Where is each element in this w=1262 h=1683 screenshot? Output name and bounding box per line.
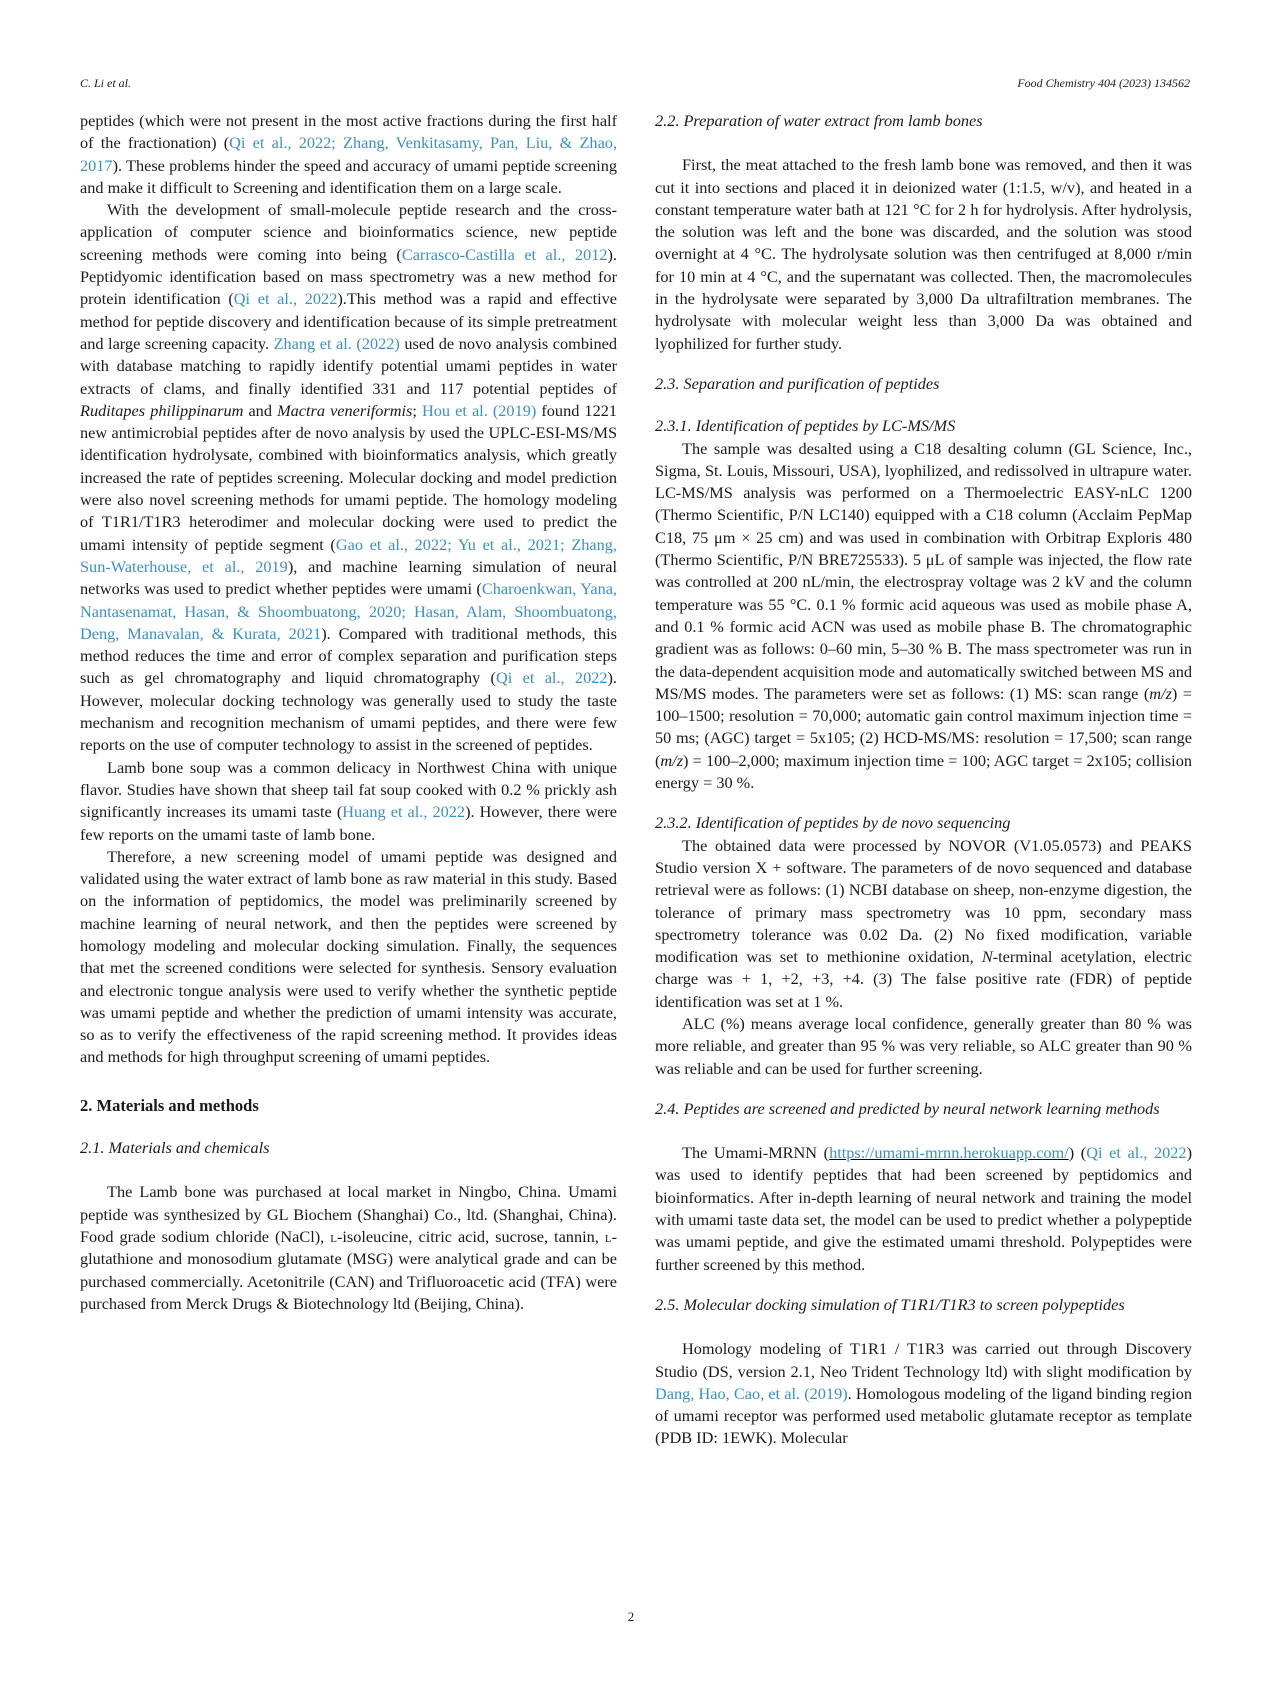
citation-link[interactable]: Qi et al., 2022; Zhang, Venkitasamy, Pan, Liu, & Zhao, 2017 — [80, 133, 618, 175]
citation-link[interactable]: Dang, Hao, Cao, et al. (2019) — [655, 1383, 848, 1403]
paragraph-lcms: The sample was desalted using a C18 desalting column (GL Science, Inc., Sigma, St. Louis, Missouri, USA), lyophilized, and redissolved in ultrapure water. LC-MS/MS analysis was performed on a Thermoelectric EASY-nLC 1200 (Thermo Scientific, P/N LC140) equipped with a C18 column (Acclaim PepMap C18, 75 μm × 25 cm) and was used in combination with Orbitrap Exploris 480 (Thermo Scientific, P/N BRE725533). 5 μL of sample was injected, the flow rate was controlled at 200 nL/min, the electrospray voltage was 2 kV and the column temperature was 55 °C. 0.1 % formic acid aqueous was used as mobile phase A, and 0.1 % formic acid ACN was used as mobile phase B. The chromatographic gradient was as follows: 0–60 min, 5–30 % B. The mass spectrometer was run in the data-dependent acquisition mode and automatically switched between MS and MS/MS modes. The parameters were set as follows: (1) MS: scan range (m/z) = 100–1500; resolution = 70,000; automatic gain control maximum injection time = 50 ms; (AGC) target = 5x105; (2) HCD-MS/MS: resolution = 17,500; scan range (m/z) = 100–2,000; maximum injection time = 100; AGC target = 2x105; collision energy = 30 %. — [655, 438, 1192, 793]
subsection-heading-2-5: 2.5. Molecular docking simulation of T1R1/T1R3 to screen polypeptides — [655, 1294, 1125, 1314]
paragraph-materials: The Lamb bone was purchased at local market in Ningbo, China. Umami peptide was synthesized by GL Biochem (Shanghai) Co., ltd. (Shanghai, China). Food grade sodium chloride (NaCl), l-isoleucine, citric acid, sucrose, tannin, l-glutathione and monosodium glutamate (MSG) were analytical grade and can be purchased commercially. Acetonitrile (CAN) and Trifluoroacetic acid (TFA) were purchased from Merck Drugs & Biotechnology ltd (Beijing, China). — [80, 1182, 617, 1313]
paragraph-de-novo: The obtained data were processed by NOVOR (V1.05.0573) and PEAKS Studio version X + software. The parameters of de novo sequenced and database retrieval were as follows: (1) NCBI database on sheep, non-enzyme digestion, the tolerance of primary mass spectrometry was 10 ppm, secondary mass spectrometry tolerance was 0.02 Da. (2) No fixed modification, variable modification was set to methionine oxidation, N-terminal acetylation, electric charge was + 1, +2, +3, +4. (3) The false positive rate (FDR) of peptide identification was set at 1 %. — [655, 835, 1192, 1011]
left-column — [80, 110, 617, 1315]
subsection-heading-2-3-2: 2.3.2. Identification of peptides by de novo sequencing — [655, 813, 1011, 833]
citation-link[interactable]: Carrasco-Castilla et al., 2012 — [401, 244, 608, 264]
running-head-journal: Food Chemistry 404 (2023) 134562 — [1017, 76, 1190, 90]
paragraph-docking: Homology modeling of T1R1 / T1R3 was carried out through Discovery Studio (DS, version 2.1, Neo Trident Technology ltd) with slight modification by Dang, Hao, Cao, et al. (2019). Homologous modeling of the ligand binding region of umami receptor was performed used metabolic glutamate receptor as template (PDB ID: 1EWK). Molecular — [655, 1339, 1192, 1448]
page-number: 2 — [627, 1609, 635, 1624]
running-head-author: C. Li et al. — [80, 76, 132, 90]
paragraph-intro-2: With the development of small-molecule peptide research and the cross-application of computer science and bioinformatics science, new peptide screening methods were coming into being (Carrasco-Castilla et al., 2012). Peptidyomic identification based on mass spectrometry was a new method for protein identification (Qi et al., 2022).This method was a rapid and effective method for peptide discovery and identification because of its simple pretreatment and large screening capacity. Zhang et al. (2022) used de novo analysis combined with database matching to rapidly identify potential umami peptides in water extracts of clams, and finally identified 331 and 117 potential peptides of Ruditapes philippinarum and Mactra veneriformis; Hou et al. (2019) found 1221 new antimicrobial peptides after de novo analysis by used the UPLC-ESI-MS/MS identification hydrolysate, combined with bioinformatics analysis, which greatly increased the rate of peptides screening. Molecular docking and model prediction were also novel screening methods for umami peptide. The homology modeling of T1R1/T1R3 heterodimer and molecular docking were used to predict the umami intensity of peptide segment (Gao et al., 2022; Yu et al., 2021; Zhang, Sun-Waterhouse, et al., 2019), and machine learning simulation of neural networks was used to predict whether peptides were umami (Charoenkwan, Yana, Nantasenamat, Hasan, & Shoombuatong, 2020; Hasan, Alam, Shoombuatong, Deng, Manavalan, & Kurata, 2021). Compared with traditional methods, this method reduces the time and error of complex separation and purification steps such as gel chromatography and liquid chromatography (Qi et al., 2022). However, molecular docking technology was generally used to study the taste mechanism and recognition mechanism of umami peptides, and there were few reports on the use of computer technology to assist in the screened of peptides. — [80, 200, 618, 755]
paragraph-alc: ALC (%) means average local confidence, generally greater than 80 % was more reliable, and greater than 95 % was very reliable, so ALC greater than 90 % was reliable and can be used for further screening. — [655, 1013, 1192, 1078]
umami-mrnn-url-link[interactable]: https://umami-mrnn.herokuapp.com/ — [829, 1143, 1069, 1163]
paragraph-umami-mrnn: The Umami-MRNN (https://umami-mrnn.herokuapp.com/) (Qi et al., 2022) was used to identify peptides that had been screened by peptidomics and bioinformatics. After in-depth learning of neural network and training the model with umami taste data set, the model can be used to predict whether a polypeptide was umami peptide, and give the estimated umami threshold. Polypeptides were further screened by this method. — [655, 1143, 1192, 1274]
citation-link[interactable]: Qi et al., 2022 — [1086, 1143, 1187, 1163]
subsection-heading-2-3: 2.3. Separation and purification of peptides — [655, 373, 940, 393]
right-column — [655, 110, 1192, 1450]
citation-link[interactable]: Qi et al., 2022 — [495, 668, 608, 688]
subsection-heading-2-2: 2.2. Preparation of water extract from lamb bones — [655, 111, 983, 130]
subsection-heading-2-1: 2.1. Materials and chemicals — [80, 1138, 270, 1158]
paragraph-intro-3: Lamb bone soup was a common delicacy in Northwest China with unique flavor. Studies have shown that sheep tail fat soup cooked with 0.2 % prickly ash significantly increases its umami taste (Huang et al., 2022). However, there were few reports on the umami taste of lamb bone. — [80, 757, 618, 844]
citation-link[interactable]: Gao et al., 2022; Yu et al., 2021; Zhang, Sun-Waterhouse, et al., 2019 — [80, 534, 618, 576]
subsection-heading-2-4: 2.4. Peptides are screened and predicted by neural network learning methods — [655, 1098, 1160, 1118]
citation-link[interactable]: Zhang et al. (2022) — [273, 333, 400, 353]
paragraph-water-extract: First, the meat attached to the fresh lamb bone was removed, and then it was cut it into sections and placed it in deionized water (1:1.5, w/v), and heated in a constant temperature water bath at 121 °C for 2 h for hydrolysis. After hydrolysis, the solution was left and the bone was discarded, and the solution was stood overnight at 4 °C. The hydrolysate solution was then centrifuged at 8,000 r/min for 10 min at 4 °C, and the supernatant was collected. Then, the macromolecules in the hydrolysate were separated by 3,000 Da ultrafiltration membranes. The hydrolysate with molecular weight less than 3,000 Da was obtained and lyophilized for further study. — [655, 155, 1192, 353]
subsection-heading-2-3-1: 2.3.1. Identification of peptides by LC-MS/MS — [655, 416, 956, 436]
paragraph-intro-1: peptides (which were not present in the most active fractions during the first half of the fractionation) (Qi et al., 2022; Zhang, Venkitasamy, Pan, Liu, & Zhao, 2017). These problems hinder the speed and accuracy of umami peptide screening and make it difficult to Screening and identification them on a large scale. — [80, 111, 618, 197]
citation-link[interactable]: Huang et al., 2022 — [342, 802, 466, 822]
citation-link[interactable]: Hou et al. (2019) — [422, 400, 537, 420]
section-heading-materials-methods: 2. Materials and methods — [80, 1095, 259, 1115]
citation-link[interactable]: Charoenkwan, Yana, Nantasenamat, Hasan, & Shoombuatong, 2020; Hasan, Alam, Shoombuatong, Deng, Manavalan, & Kurata, 2021 — [80, 579, 618, 643]
citation-link[interactable]: Qi et al., 2022 — [233, 289, 338, 309]
paragraph-intro-4: Therefore, a new screening model of umami peptide was designed and validated using the water extract of lamb bone as raw material in this study. Based on the information of peptidomics, the model was preliminarily screened by machine learning of neural network, and then the peptides were screened by homology modeling and molecular docking simulation. Finally, the sequences that met the screened conditions were selected for synthesis. Sensory evaluation and electronic tongue analysis were used to verify whether the synthetic peptide was umami peptide and whether the prediction of umami intensity was accurate, so as to verify the effectiveness of the rapid screening method. It provides ideas and methods for high throughput screening of umami peptides. — [80, 846, 617, 1067]
